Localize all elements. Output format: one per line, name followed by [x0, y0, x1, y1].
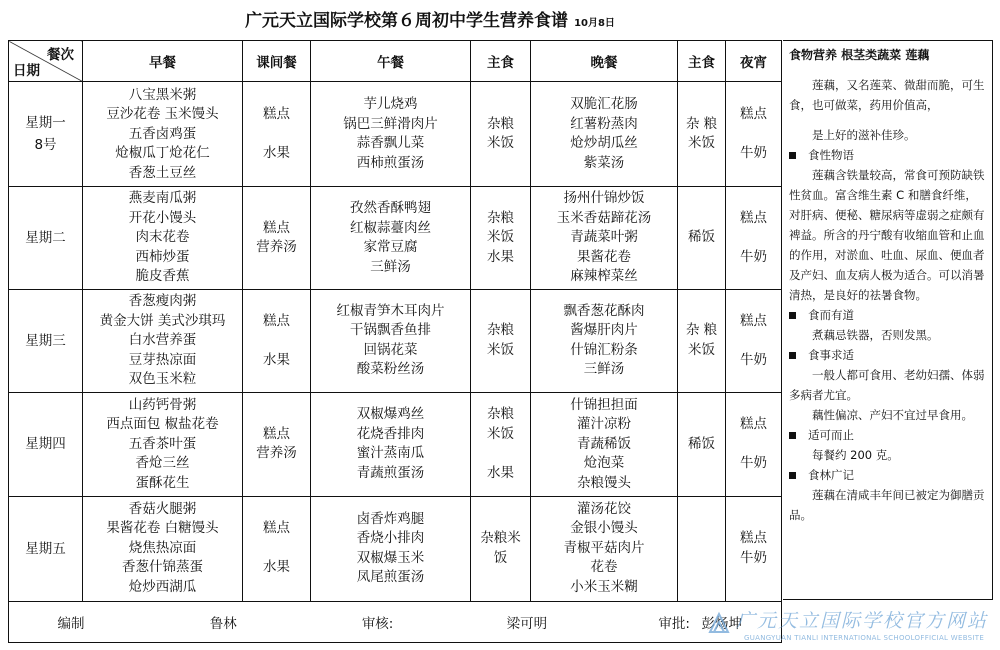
snack-cell: [243, 392, 311, 496]
night-cell: [726, 496, 782, 601]
breakfast-item: 香炝三丝: [135, 455, 190, 472]
lunch-item: 双椒爆玉米: [356, 549, 425, 566]
night-cell: [726, 187, 782, 290]
snack-cell: [243, 82, 311, 187]
snack-item: 糕点: [263, 106, 290, 122]
dinner-item: 杂粮馒头: [577, 474, 631, 491]
breakfast-item: 西柿炒蛋: [135, 248, 190, 265]
sidebar-intro: 莲藕，又名莲菜、微甜而脆，可生食，也可做菜，药用价值高，: [789, 78, 985, 112]
breakfast-cell: [83, 82, 243, 187]
breakfast-cell: [83, 290, 243, 393]
lunch-cell: [311, 496, 471, 601]
col-staple1: 主食: [471, 41, 531, 82]
breakfast-item: 果酱花卷 白糖馒头: [106, 520, 219, 537]
dinner-item: 双脆汇花肠: [570, 96, 638, 113]
lunch-cell: [311, 82, 471, 187]
snack-cell: [243, 187, 311, 290]
night-cell: [726, 82, 782, 187]
staple2-item: 稀饭: [688, 229, 715, 246]
staple1-cell: [471, 187, 531, 290]
breakfast-item: 双色玉米粒: [128, 371, 197, 388]
dinner-item: 炝泡菜: [583, 455, 625, 472]
bullet-square-icon: [789, 152, 796, 159]
night-item: [726, 331, 781, 351]
day-cell: [9, 392, 83, 496]
lunch-item: 蒜香飘儿菜: [356, 135, 425, 152]
staple2-item: 杂 粮: [685, 322, 718, 339]
col-lunch: 午餐: [311, 41, 471, 82]
day-row: [9, 82, 782, 187]
night-item: 糕点: [740, 209, 767, 226]
section-title-text: 食而有道: [808, 308, 854, 322]
section-text: 每餐约 200 克。: [812, 448, 899, 462]
breakfast-item: 炝椒瓜丁炝花仁: [115, 145, 210, 161]
staple1-item: 米饭: [487, 425, 514, 442]
staple2-item: 稀饭: [688, 435, 715, 452]
day-label: 星期三: [25, 332, 66, 349]
dinner-cell: [531, 82, 678, 187]
sidebar-section-title: [789, 145, 986, 165]
staple2-cell: [678, 82, 726, 187]
bullet-square-icon: [789, 352, 796, 359]
dinner-item: 灌汁凉粉: [577, 416, 631, 433]
night-item: 牛奶: [740, 455, 767, 472]
night-item: 牛奶: [740, 145, 767, 161]
breakfast-item: 炝炒西湖瓜: [128, 578, 197, 595]
staple1-item: 米饭: [487, 229, 514, 246]
snack-item: 水果: [263, 559, 290, 576]
day-label: 星期五: [25, 540, 66, 557]
dinner-item: 三鲜汤: [583, 361, 625, 378]
lunch-item: 卤香炸鸡腿: [356, 510, 425, 527]
night-item: 糕点: [740, 312, 767, 329]
staple1-item: 米饭: [487, 341, 514, 358]
dinner-item: 灌汤花饺: [577, 500, 631, 517]
dinner-item: 花卷: [590, 559, 618, 576]
night-item: 牛奶: [740, 351, 767, 368]
watermark: [700, 606, 1000, 648]
snack-item: 糕点: [263, 312, 290, 329]
dinner-item: 紫菜汤: [583, 154, 625, 171]
lunch-item: 芋儿烧鸡: [363, 96, 418, 113]
staple2-item: 米饭: [688, 135, 715, 152]
snack-item: 糕点: [263, 425, 290, 442]
lunch-cell: [311, 392, 471, 496]
dinner-item: 麻辣榨菜丝: [570, 268, 638, 285]
dinner-item: 金银小馒头: [570, 520, 638, 537]
day-cell: [9, 496, 83, 601]
breakfast-item: 西点面包 椒盐花卷: [106, 416, 219, 433]
page-title: [0, 6, 860, 31]
staple1-item: 水果: [487, 464, 514, 481]
lunch-item: 凤尾煎蛋汤: [356, 569, 425, 586]
section-title-text: 食林广记: [808, 468, 854, 482]
dinner-item: 扬州什锦炒饭: [563, 190, 645, 207]
staple2-cell: [678, 392, 726, 496]
breakfast-item: 八宝黑米粥: [128, 86, 197, 103]
night-item: 牛奶: [740, 248, 767, 265]
lunch-cell: [311, 187, 471, 290]
staple1-cell: [471, 496, 531, 601]
snack-item: [243, 125, 310, 145]
staple1-item: 米饭: [487, 135, 514, 152]
staple1-item: [471, 444, 530, 464]
approver-label: 审批:: [658, 615, 690, 632]
school-logo-icon: [706, 610, 732, 636]
breakfast-item: 白水营养蛋: [128, 332, 197, 349]
dinner-item: 小米玉米糊: [570, 578, 638, 595]
snack-item: 营养汤: [256, 239, 297, 256]
sidebar-section-title: [789, 465, 986, 485]
snack-item: 水果: [263, 145, 290, 161]
night-item: 糕点: [740, 530, 767, 547]
day-row: [9, 392, 782, 496]
staple2-cell: [678, 187, 726, 290]
day-cell: [9, 290, 83, 393]
breakfast-item: 香葱瘦肉粥: [128, 293, 197, 310]
breakfast-item: 五香茶叶蛋: [128, 435, 197, 452]
col-dinner: 晚餐: [531, 41, 678, 82]
staple1-item: 饭: [493, 549, 508, 566]
col-night: 夜宵: [726, 41, 782, 82]
dinner-item: 红薯粉蒸肉: [570, 115, 638, 132]
breakfast-item: 香菇火腿粥: [128, 500, 197, 517]
col-breakfast: 早餐: [83, 41, 243, 82]
night-item: [726, 228, 781, 248]
staple1-item: 杂粮米: [480, 530, 521, 547]
section-title-text: 食性物语: [808, 148, 854, 162]
header-row: [9, 41, 782, 82]
snack-item: 糕点: [263, 219, 290, 236]
section-text: 莲藕在清咸丰年间已被定为御膳贡品。: [789, 488, 985, 522]
staple2-cell: [678, 496, 726, 601]
bullet-square-icon: [789, 472, 796, 479]
staple2-item: 米饭: [688, 341, 715, 358]
staple2-cell: [678, 290, 726, 393]
dinner-item: 青蔬稀饭: [577, 435, 631, 452]
snack-cell: [243, 290, 311, 393]
approver-name: 彭炀坤: [701, 615, 742, 632]
night-cell: [726, 290, 782, 393]
section-title-text: 食事求适: [808, 348, 854, 362]
dinner-item: 青椒平菇肉片: [563, 539, 645, 556]
day-row: [9, 496, 782, 601]
day-row: [9, 187, 782, 290]
dinner-item: 酱爆肝肉片: [570, 322, 638, 339]
day-row: [9, 290, 782, 393]
dinner-cell: [531, 290, 678, 393]
snack-item: 糕点: [263, 520, 290, 537]
breakfast-item: 五香卤鸡蛋: [128, 125, 197, 142]
dinner-cell: [531, 392, 678, 496]
lunch-item: 西柿煎蛋汤: [356, 154, 425, 171]
day-label: 星期一: [25, 115, 66, 132]
lunch-item: 酸菜粉丝汤: [356, 361, 425, 378]
diag-top-label: 餐次: [47, 47, 74, 63]
dinner-item: 飘香葱花酥肉: [563, 302, 645, 319]
breakfast-item: 肉末花卷: [135, 229, 190, 246]
breakfast-cell: [83, 496, 243, 601]
dinner-item: 青蔬菜叶粥: [570, 229, 638, 246]
day-cell: [9, 82, 83, 187]
breakfast-item: 香葱土豆丝: [128, 164, 197, 181]
day-label: 星期四: [25, 436, 66, 453]
sidebar-heading: 食物营养 根茎类蔬菜 莲藕: [789, 48, 930, 62]
dinner-cell: [531, 496, 678, 601]
sidebar-intro-2: 是上好的滋补佳珍。: [812, 128, 916, 142]
menu-table: [8, 40, 782, 643]
footer-cell: [9, 601, 782, 642]
title-date: 10月8日: [574, 18, 615, 29]
bullet-square-icon: [789, 432, 796, 439]
staple1-cell: [471, 392, 531, 496]
breakfast-item: 豆沙花卷 玉米馒头: [106, 106, 219, 122]
staple1-item: 杂粮: [487, 406, 514, 423]
col-staple2: 主食: [678, 41, 726, 82]
lunch-item: 干锅飘香鱼排: [350, 322, 431, 339]
lunch-item: 红椒蒜薹肉丝: [350, 219, 431, 236]
section-title-text: 适可而止: [808, 428, 854, 442]
breakfast-item: 燕麦南瓜粥: [128, 190, 197, 207]
editor-label: 编制: [57, 615, 85, 632]
day-label: 星期二: [25, 230, 66, 247]
breakfast-item: 豆芽热凉面: [128, 351, 197, 368]
snack-item: [243, 331, 310, 351]
editor-name: 鲁林: [209, 615, 237, 632]
night-item: [726, 435, 781, 455]
day-rows: [9, 82, 782, 601]
staple1-cell: [471, 82, 531, 187]
breakfast-cell: [83, 187, 243, 290]
night-item: 糕点: [740, 416, 767, 433]
section-text: 莲藕含铁量较高，常食可预防缺铁性贫血。富含维生素 C 和膳食纤维，对肝病、便秘、糖尿病等虚弱之症颇有裨益。所含的丹宁酸有收缩血管和止血的作用，对淤血、吐血、尿血、便血者及产妇、血友病人极为适合。可以消暑清热，是良好的祛暑食物。: [789, 168, 985, 302]
staple1-item: 杂粮: [487, 209, 514, 226]
watermark-text: 广元天立国际学校官方网站: [736, 610, 989, 632]
staple1-item: 杂粮: [487, 322, 514, 339]
day-cell: [9, 187, 83, 290]
night-item: [726, 125, 781, 145]
dinner-cell: [531, 187, 678, 290]
sidebar-sections: [789, 145, 986, 525]
breakfast-item: 黄金大饼 美式沙琪玛: [99, 312, 226, 329]
snack-item: 营养汤: [256, 445, 297, 462]
sidebar-section-title: [789, 345, 986, 365]
sidebar-section-title: [789, 425, 986, 445]
breakfast-item: 脆皮香蕉: [135, 268, 190, 285]
snack-cell: [243, 496, 311, 601]
diag-bottom-label: 日期: [13, 63, 40, 80]
lunch-item: 锅巴三鲜滑肉片: [343, 115, 438, 132]
lunch-cell: [311, 290, 471, 393]
lunch-item: 回锅花菜: [363, 341, 418, 358]
breakfast-item: 蛋酥花生: [135, 474, 190, 491]
section-text-2: 藕性偏凉、产妇不宜过早食用。: [812, 408, 973, 422]
staple1-item: 杂粮: [487, 115, 514, 132]
diag-header: [9, 41, 83, 82]
col-snack: 课间餐: [243, 41, 311, 82]
reviewer-name: 梁可明: [506, 615, 548, 632]
day-label: 8号: [34, 137, 57, 154]
staple2-item: 杂 粮: [685, 115, 718, 132]
dinner-item: 玉米香菇蹄花汤: [556, 209, 652, 226]
footer-row: [9, 601, 782, 642]
reviewer-label: 审核:: [361, 615, 394, 632]
night-item: 牛奶: [740, 549, 767, 566]
breakfast-item: 烧焦热凉面: [128, 539, 197, 556]
dinner-item: 果酱花卷: [577, 248, 631, 265]
watermark-subtext: GUANGYUAN TIANLI INTERNATIONAL SCHOOLOFFICIAL WEBSITE: [744, 634, 985, 642]
breakfast-item: 香葱什锦蒸蛋: [122, 559, 203, 576]
bullet-square-icon: [789, 312, 796, 319]
lunch-item: 家常豆腐: [363, 239, 418, 256]
nutrition-sidebar: [783, 40, 993, 600]
lunch-item: 三鲜汤: [370, 258, 411, 275]
dinner-item: 什锦担担面: [570, 396, 638, 413]
lunch-item: 双椒爆鸡丝: [356, 406, 425, 423]
lunch-item: 红椒青笋木耳肉片: [336, 302, 445, 319]
night-cell: [726, 392, 782, 496]
section-text: 一般人都可食用、老幼妇孺、体弱多病者尤宜。: [789, 368, 985, 402]
snack-item: 水果: [263, 351, 290, 368]
sidebar-section-title: [789, 305, 986, 325]
section-text: 煮藕忌铁器，否则发黑。: [812, 328, 939, 342]
staple1-item: 水果: [487, 248, 514, 265]
snack-item: [243, 539, 310, 559]
lunch-item: 花烧香排肉: [356, 425, 425, 442]
breakfast-item: 山药钙骨粥: [128, 396, 197, 413]
breakfast-cell: [83, 392, 243, 496]
dinner-item: 什锦汇粉条: [570, 341, 638, 358]
breakfast-item: 开花小馒头: [128, 209, 197, 226]
staple1-cell: [471, 290, 531, 393]
lunch-item: 孜然香酥鸭翅: [350, 200, 431, 217]
lunch-item: 香烧小排肉: [356, 530, 425, 547]
lunch-item: 青蔬煎蛋汤: [356, 464, 425, 481]
lunch-item: 蜜汁蒸南瓜: [356, 445, 425, 462]
night-item: 糕点: [740, 106, 767, 122]
title-text: 广元天立国际学校第６周初中学生营养食谱: [245, 11, 569, 31]
dinner-item: 炝炒胡瓜丝: [570, 135, 638, 152]
